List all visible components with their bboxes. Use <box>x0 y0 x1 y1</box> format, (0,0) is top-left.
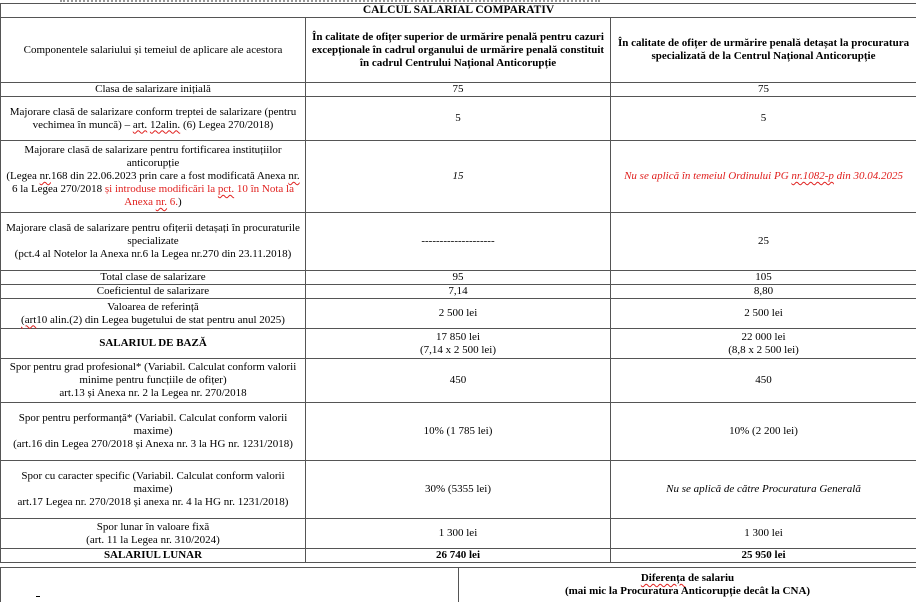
row-label: Spor pentru grad profesional* (Variabil. Calculat conform valorii minime pentru funcțiile de ofițer) art.13 și Anexa nr. 2 la Legea nr. 270/2018 <box>1 359 306 403</box>
header-prosecutor-officer: În calitate de ofițer de urmărire penală detașat la procuratura specializată de la Centrul Național Anticorupție <box>611 18 916 83</box>
row-value-cna: 5 <box>306 97 611 141</box>
difference-table <box>0 567 916 602</box>
row-label: Clasa de salarizare inițială <box>1 83 306 97</box>
row-value-prosecutor: 105 <box>611 271 916 285</box>
row-label: Majorare clasă de salarizare conform treptei de salarizare (pentru vechimea în muncă) – art. 12alin. (6) Legea 270/2018) <box>1 97 306 141</box>
row-label: Spor lunar în valoare fixă (art. 11 la Legea nr. 310/2024) <box>1 519 306 549</box>
row-value-cna: 17 850 lei (7,14 x 2 500 lei) <box>306 329 611 359</box>
row-value-cna: 2 500 lei <box>306 299 611 329</box>
table-row <box>1 97 916 141</box>
table-row <box>1 519 916 549</box>
header-components: Componentele salariului și temeiul de aplicare ale acestora <box>1 18 306 83</box>
row-value-cna: 10% (1 785 lei) <box>306 403 611 461</box>
table-row <box>1 299 916 329</box>
table-row <box>1 403 916 461</box>
row-value-prosecutor: Nu se aplică de către Procuratura Generală <box>611 461 916 519</box>
table-row <box>1 271 916 285</box>
row-value-cna: 7,14 <box>306 285 611 299</box>
row-value-prosecutor: 75 <box>611 83 916 97</box>
row-value-prosecutor: 25 <box>611 213 916 271</box>
row-value-cna: 1 300 lei <box>306 519 611 549</box>
page-mark <box>36 596 40 597</box>
header-cna-officer: În calitate de ofițer superior de urmărire penală pentru cazuri excepționale în cadrul organului de urmărire penală constituit în cadrul Centrului Național Anticorupție <box>306 18 611 83</box>
row-value-prosecutor: 22 000 lei (8,8 x 2 500 lei) <box>611 329 916 359</box>
row-label: SALARIUL LUNAR <box>1 549 306 563</box>
row-value-prosecutor: 25 950 lei <box>611 549 916 563</box>
difference-row <box>1 568 916 602</box>
row-label: Majorare clasă de salarizare pentru ofițerii detașați în procuraturile specializate (pct.4 al Notelor la Anexa nr.6 la Legea nr.270 din 23.11.2018) <box>1 213 306 271</box>
table-row <box>1 359 916 403</box>
header-row <box>1 18 916 83</box>
row-value-prosecutor: 10% (2 200 lei) <box>611 403 916 461</box>
table-row-total <box>1 549 916 563</box>
row-value-prosecutor: 450 <box>611 359 916 403</box>
row-value-prosecutor: 5 <box>611 97 916 141</box>
row-value-prosecutor: 2 500 lei <box>611 299 916 329</box>
table-row <box>1 461 916 519</box>
difference-cell: Diferența de salariu (mai mic la Procuratura Anticorupție decât la CNA) <box>459 568 916 602</box>
row-value-cna: -------------------- <box>306 213 611 271</box>
table-title-row <box>1 4 916 18</box>
row-label: Coeficientul de salarizare <box>1 285 306 299</box>
row-label: Total clase de salarizare <box>1 271 306 285</box>
row-label: Valoarea de referință (art10 alin.(2) din Legea bugetului de stat pentru anul 2025) <box>1 299 306 329</box>
row-value-cna: 450 <box>306 359 611 403</box>
row-value-cna: 26 740 lei <box>306 549 611 563</box>
row-value-prosecutor: 1 300 lei <box>611 519 916 549</box>
salary-comparison-table <box>0 3 916 563</box>
table-title: CALCUL SALARIAL COMPARATIV <box>1 4 916 18</box>
difference-empty-cell <box>1 568 459 602</box>
row-label: Spor cu caracter specific (Variabil. Calculat conform valorii maxime) art.17 Legea nr. 270/2018 și anexa nr. 4 la HG nr. 1231/2018) <box>1 461 306 519</box>
row-label: SALARIUL DE BAZĂ <box>1 329 306 359</box>
row-value-cna: 95 <box>306 271 611 285</box>
table-row <box>1 141 916 213</box>
row-label: Spor pentru performanță* (Variabil. Calculat conform valorii maxime) (art.16 din Legea 270/2018 și Anexa nr. 3 la HG nr. 1231/2018) <box>1 403 306 461</box>
row-label: Majorare clasă de salarizare pentru fortificarea instituțiilor anticorupție (Legea nr.168 din 22.06.2023 prin care a fost modificată Anexa nr. 6 la Legea 270/2018 și introduse modificări la pct. 10 în Nota la Anexa nr. 6.) <box>1 141 306 213</box>
row-value-cna: 75 <box>306 83 611 97</box>
table-row <box>1 285 916 299</box>
row-value-cna: 15 <box>306 141 611 213</box>
table-row <box>1 213 916 271</box>
row-value-prosecutor: Nu se aplică în temeiul Ordinului PG nr.1082-p din 30.04.2025 <box>611 141 916 213</box>
row-value-cna: 30% (5355 lei) <box>306 461 611 519</box>
table-row <box>1 83 916 97</box>
table-row <box>1 329 916 359</box>
row-value-prosecutor: 8,80 <box>611 285 916 299</box>
